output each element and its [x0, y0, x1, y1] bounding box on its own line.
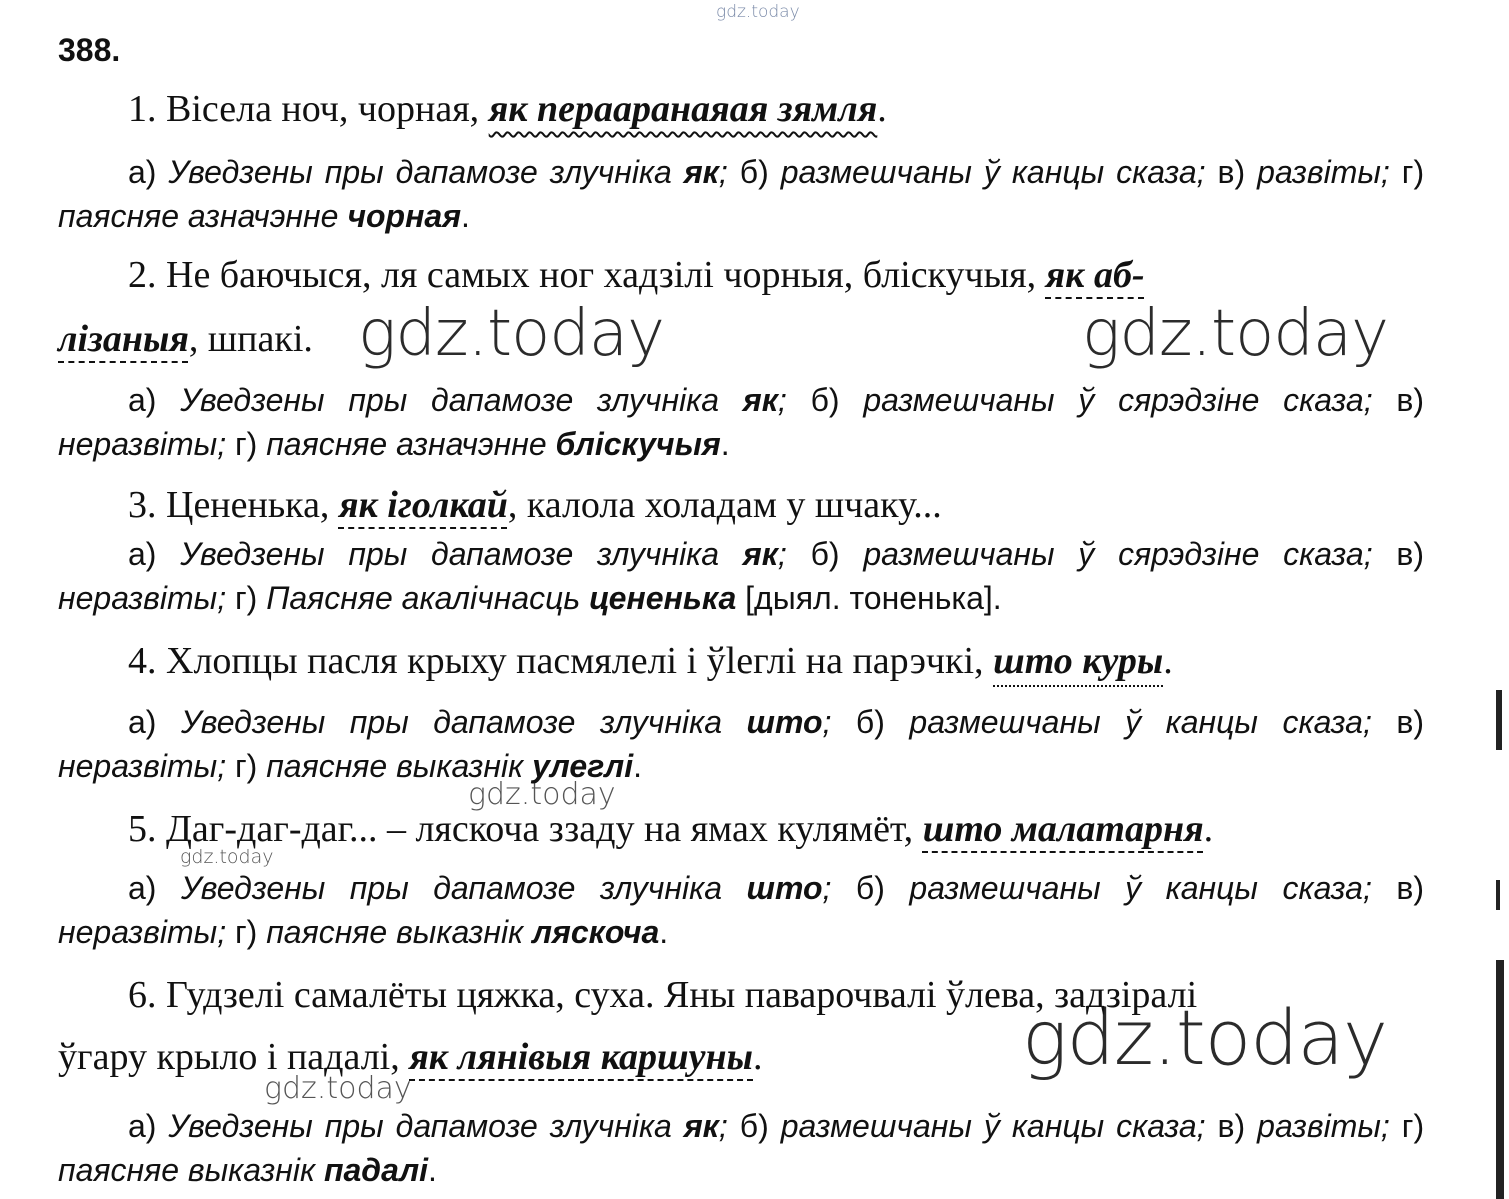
answer-text: Уведзены пры дапамозе злучніка [180, 704, 747, 740]
answer-text: Уведзены пры дапамозе злучніка [180, 870, 747, 906]
answer-text: размешчаны ў канцы сказа; [909, 870, 1372, 906]
answer-label: в) [1396, 536, 1424, 572]
answer-label: б) [739, 1108, 781, 1144]
answer-2 [58, 378, 1424, 466]
sentence-4 [128, 632, 1173, 690]
answer-text: ; [777, 382, 811, 418]
answer-label: а) [128, 382, 181, 418]
conjunction-word: як [742, 536, 778, 572]
answer-text: развіты; [1257, 154, 1390, 190]
answer-text: ; [718, 154, 740, 190]
answer-label: г) [226, 914, 267, 950]
sentence-text: . [877, 88, 887, 130]
sentence-2 [128, 246, 1145, 304]
watermark: gdz.today [1082, 297, 1388, 371]
answer-label: в) [1396, 382, 1424, 418]
answer-text: . [720, 426, 730, 462]
answer-text: паясняе выказнік [266, 914, 533, 950]
comparison-phrase: як перааранаяая зямля [488, 88, 878, 130]
sentence-text: ўгару крыло і падалі, [58, 1036, 410, 1078]
answer-label: г) [226, 426, 267, 462]
sentence-text: 2. Не баючыся, ля самых ног хадзілі чорныя, бліскучыя, [128, 254, 1046, 296]
sentence-6-line-2 [58, 1028, 763, 1086]
answer-text: размешчаны ў канцы сказа; [780, 1108, 1206, 1144]
answer-label: в) [1396, 870, 1425, 906]
comparison-phrase: як аб- [1045, 254, 1145, 296]
answer-label: а) [128, 870, 181, 906]
comparison-phrase: як лянівыя каршуны [409, 1036, 754, 1078]
watermark: gdz.today [468, 777, 616, 812]
sentence-2-line-2 [58, 310, 313, 368]
answer-text: размешчаны ў сярэдзіне сказа; [863, 382, 1373, 418]
answer-text: размешчаны ў канцы сказа; [780, 154, 1206, 190]
answer-text: . [659, 914, 669, 950]
explained-word: чорная [347, 198, 462, 234]
answer-text: ; [822, 870, 856, 906]
answer-5 [58, 866, 1424, 954]
sentence-text: 1. Вісела ноч, чорная, [128, 88, 489, 130]
comparison-phrase: як іголкай [338, 484, 508, 526]
sentence-3 [128, 476, 942, 534]
answer-text: ; [718, 1108, 740, 1144]
explained-word: бліскучыя [555, 426, 721, 462]
explained-word: ляскоча [532, 914, 660, 950]
answer-text: паясняе азначэнне [58, 198, 348, 234]
answer-1 [58, 150, 1424, 238]
answer-text: развіты; [1257, 1108, 1390, 1144]
sentence-text: 3. Цененька, [128, 484, 339, 526]
answer-label: а) [128, 536, 181, 572]
answer-text: паясняе выказнік [58, 1152, 324, 1188]
answer-label: в) [1217, 154, 1258, 190]
answer-label: г) [1389, 154, 1425, 190]
answer-label: б) [739, 154, 781, 190]
answer-label: б) [810, 536, 864, 572]
scan-edge-mark [1496, 690, 1502, 750]
answer-text: неразвіты; [58, 748, 227, 784]
sentence-text: . [1203, 808, 1214, 850]
answer-text: . [461, 198, 470, 234]
answer-label: в) [1396, 704, 1425, 740]
watermark: gdz.today [264, 1071, 412, 1106]
scan-edge-mark [1496, 960, 1504, 1199]
sentence-text: , калола холадам у шчаку... [507, 484, 942, 526]
sentence-text: 4. Хлопцы пасля крыху пасмялелі і ўleглі на парэчкі, [128, 640, 994, 682]
sentence-text: 6. Гудзелі самалёты цяжка, суха. Яны паварочвалі ўлева, задзіралі [128, 974, 1198, 1016]
answer-label: в) [1217, 1108, 1258, 1144]
answer-3 [58, 532, 1424, 620]
answer-text: паясняе азначэнне [266, 426, 556, 462]
answer-text: [дыял. тоненька]. [736, 580, 1002, 616]
answer-4 [58, 700, 1424, 788]
comparison-phrase: лізаныя [58, 318, 189, 360]
answer-6 [58, 1104, 1424, 1192]
answer-text: . [633, 748, 642, 784]
conjunction-word: як [683, 154, 719, 190]
answer-text: неразвіты; [58, 426, 227, 462]
answer-label: г) [226, 580, 267, 616]
explained-word: цененька [589, 580, 737, 616]
watermark: gdz.today [358, 297, 664, 371]
answer-text: Паясняе акалічнасць [266, 580, 590, 616]
answer-label: г) [226, 748, 267, 784]
answer-text: размешчаны ў сярэдзіне сказа; [863, 536, 1373, 572]
answer-label: б) [855, 870, 910, 906]
conjunction-word: як [742, 382, 778, 418]
watermark-top: gdz.today [716, 2, 800, 22]
answer-text: . [428, 1152, 437, 1188]
answer-text: неразвіты; [58, 914, 227, 950]
watermark: gdz.today [1022, 993, 1387, 1082]
answer-label: б) [855, 704, 910, 740]
answer-text: Уведзены пры дапамозе злучніка [168, 1108, 684, 1144]
sentence-5 [128, 800, 1213, 858]
exercise-number: 388. [58, 32, 121, 68]
answer-text: ; [822, 704, 856, 740]
conjunction-word: што [746, 704, 823, 740]
answer-text: ; [777, 536, 811, 572]
answer-label: г) [1389, 1108, 1425, 1144]
explained-word: падалі [323, 1152, 429, 1188]
sentence-6 [128, 966, 1197, 1024]
answer-label: б) [810, 382, 864, 418]
sentence-1 [128, 80, 887, 138]
conjunction-word: што [746, 870, 823, 906]
answer-text: Уведзены пры дапамозе злучніка [180, 536, 743, 572]
answer-text: Уведзены пры дапамозе злучніка [168, 154, 684, 190]
conjunction-word: як [683, 1108, 719, 1144]
watermark: gdz.today [180, 846, 274, 868]
scan-edge-mark [1496, 880, 1500, 910]
sentence-text: , шпакі. [188, 318, 313, 360]
sentence-text: . [753, 1036, 763, 1078]
answer-label: а) [128, 704, 181, 740]
answer-text: неразвіты; [58, 580, 227, 616]
explained-word: улеглі [532, 748, 634, 784]
comparison-phrase: што куры [993, 640, 1164, 682]
answer-text: Уведзены пры дапамозе злучніка [180, 382, 743, 418]
answer-text: паясняе выказнік [266, 748, 533, 784]
answer-label: а) [128, 154, 169, 190]
answer-text: размешчаны ў канцы сказа; [909, 704, 1372, 740]
answer-label: а) [128, 1108, 169, 1144]
comparison-phrase: што малатарня [922, 808, 1204, 850]
sentence-text: . [1163, 640, 1173, 682]
sentence-text: 5. Даг-даг-даг... – ляскоча ззаду на ямах кулямёт, [128, 808, 923, 850]
